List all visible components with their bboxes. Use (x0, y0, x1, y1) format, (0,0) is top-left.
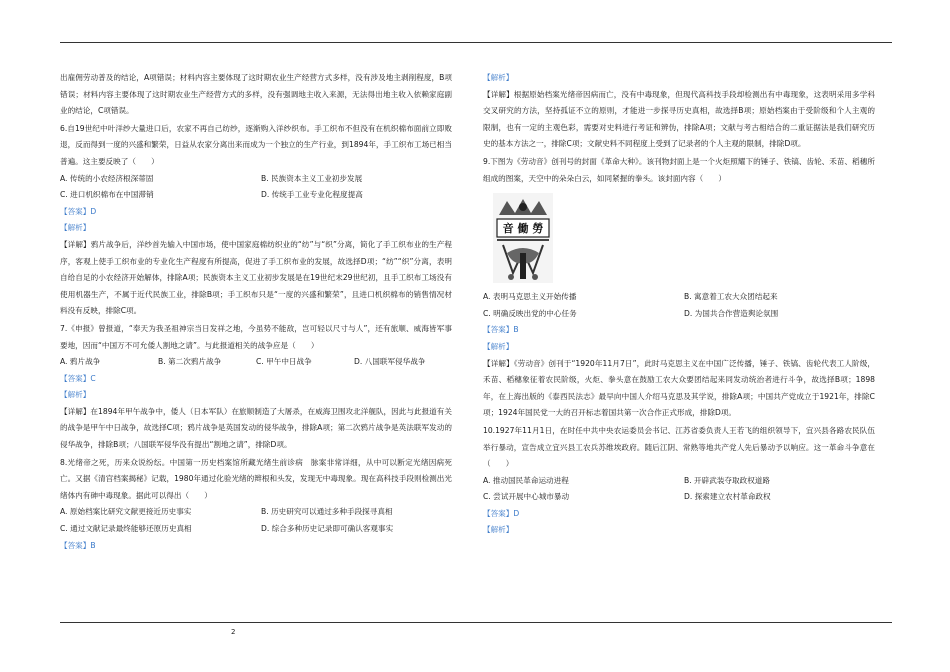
q6-option-a: A. 传统的小农经济根深蒂固 (60, 173, 154, 183)
header-rule (60, 42, 892, 43)
q9-options (483, 289, 875, 322)
q8-options (60, 504, 452, 537)
q9-option-b: B. 寓意着工农大众团结起来 (684, 292, 778, 302)
q9-answer: 【答案】B (483, 325, 519, 335)
q10-answer: 【答案】D (483, 508, 520, 518)
q6-analysis-heading: 【解析】 (60, 223, 91, 233)
q7-analysis-heading: 【解析】 (60, 390, 91, 400)
question-10: 10.1927年11月1日，在时任中共中央农运委员会书记、江苏省委负责人王若飞的组织领导下，宜兴县各路农民队伍举行暴动，宣告成立宜兴县工农兵苏维埃政府。随后江阴、常熟等地共产党人先后暴动予以响应。这一革命斗争意在（ ） (483, 425, 875, 469)
page-number: 2 (231, 628, 236, 636)
labor-voice-cover-image (493, 193, 553, 283)
q8-option-c: C. 通过文献记录最终能够还原历史真相 (60, 524, 192, 534)
q9-option-c: C. 明确反映出党的中心任务 (483, 308, 577, 318)
q8-answer: 【答案】B (60, 540, 96, 550)
question-7: 7.《申报》曾报道，“奉天为我圣祖神宗当日发祥之地，今虽势不能敌，岂可轻以尺寸与人”，还有旅顺、威海皆军事要地，因而“中国万不可允倭人割地之请”。与此报道相关的战争应是（ ） (60, 323, 452, 350)
q10-option-c: C. 尝试开展中心城市暴动 (483, 492, 570, 502)
q5-explanation-continued: 出雇佣劳动普及的结论，A项错误；材料内容主要体现了这时期农业生产经营方式多样，没有涉及地主剥削程度，B项错误；材料内容主要体现了这时期农业生产经营方式的多样，没有强调地主收入来源，无法得出地主收入依赖家庭副业的结论，C项错误。 (60, 73, 452, 116)
q8-analysis-heading: 【解析】 (483, 73, 514, 82)
q6-options (60, 171, 452, 204)
q7-option-d: D. 八国联军侵华战争 (354, 357, 426, 367)
q10-options (483, 473, 875, 506)
cover-illustration (493, 193, 553, 283)
right-column (483, 70, 875, 539)
q7-option-a: A. 鸦片战争 (60, 357, 101, 367)
q7-options (60, 354, 452, 371)
q10-option-b: B. 开辟武装夺取政权道路 (684, 475, 770, 485)
q8-option-b: B. 历史研究可以通过多种手段探寻真相 (261, 507, 393, 517)
q6-option-c: C. 进口机织棉布在中国滞销 (60, 190, 154, 200)
q8-option-a: A. 原始档案比研究文献更接近历史事实 (60, 507, 192, 517)
q8-detail: 【详解】根据原始档案光绪帝因病而亡，没有中毒现象，但现代高科技手段却检测出有中毒现象，这表明采用多学科交叉研究的方法，坚持孤证不立的原则，才能进一步探寻历史真相，故选择B项；原始档案由于受阶级和个人主观的限制，也有一定的主观色彩，需要对史料进行考证和辨伪，排除A项；文献与考古相结合的二重证据法是我们研究历史的基本方法之一，排除C项；文献史料不同程度上受到了记录者的个人主观的限制，排除D项。 (483, 89, 875, 149)
q10-analysis-heading: 【解析】 (483, 525, 514, 535)
q7-option-c: C. 甲午中日战争 (256, 357, 312, 367)
q8-option-d: D. 综合多种历史记录即可确认客观事实 (261, 524, 394, 534)
q9-detail: 【详解】《劳动音》创刊于“1920年11月7日”，此时马克思主义在中国广泛传播，锤子、铁镐、齿轮代表工人阶级，禾苗、稻穗象征着农民阶级，火炬、拳头意在鼓励工农大众要团结起来同发动统治者进行斗争，故选择B项；1898年，在上海出版的《泰西民法志》最早向中国人介绍马克思及其学说，排除A项；中国共产党成立于1921年，排除C项；1924年国民党一大的召开标志着国共第一次合作正式形成，排除D项。 (483, 358, 875, 418)
q10-option-a: A. 推动国民革命运动进程 (483, 475, 569, 485)
left-column (60, 70, 452, 554)
q7-option-b: B. 第二次鸦片战争 (158, 357, 222, 367)
footer-rule (60, 622, 892, 623)
q6-answer: 【答案】D (60, 206, 97, 216)
q9-option-d: D. 为国共合作营造舆论氛围 (684, 308, 779, 318)
question-9: 9.下图为《劳动音》创刊号的封面《革命大种》。该刊物封面上是一个火炬照耀下的锤子、铁镐、齿轮、禾苗、稻穗所组成的图案，天空中的朵朵白云，如同紧握的拳头。该封面内容（ ） (483, 156, 875, 183)
q6-option-b: B. 民族资本主义工业初步发展 (261, 173, 363, 183)
q6-option-d: D. 传统手工业专业化程度提高 (261, 190, 363, 200)
q10-option-d: D. 探索建立农村革命政权 (684, 492, 771, 502)
question-8: 8.光绪帝之死，历来众说纷纭。中国第一历史档案馆所藏光绪生前诊病 脉案非常详细，从中可以断定光绪因病死亡。又据《清宫档案揭秘》记载，1980年通过化验光绪的辫根和头发，发现无中毒现象。现在高科技手段则检测出光绪体内有砷中毒现象。据此可以得出（ ） (60, 457, 452, 500)
q6-detail: 【详解】鸦片战争后，洋纱首先输入中国市场，使中国家庭棉纺织业的“纺”与“织”分离，简化了手工织布业的生产程序，客观上使手工织布业的专业化生产程度有所提高，促进了手工织布业的发展，故选择D项；“纺”“织”分离，表明自给自足的小农经济开始解体，排除A项；民族资本主义工业初步发展是在19世纪末29世纪初，且手工织布工场没有使用机器生产，不属于近代民族工业，排除B项；手工织布只是“一度的兴盛和繁荣”，且进口机织棉布的销售情况材料没有反映，排除C项。 (60, 239, 452, 316)
q9-analysis-heading: 【解析】 (483, 341, 514, 351)
cover-title: 音 働 勞 (502, 222, 544, 236)
question-6: 6.自19世纪中叶洋纱大量进口后，农家不再自己纺纱，逐渐购入洋纱织布。手工织布不但没有在机织棉布面前立即败退，反而得到一度的兴盛和繁荣，日益从农家分离出来而成为一个独立的生产行业，到1894年，手工织布工场已相当普遍。这主要反映了（ ） (60, 123, 452, 166)
q7-detail: 【详解】在1894年甲午战争中，倭人（日本军队）在旅顺制造了大屠杀，在威海卫围攻北洋舰队，因此与此报道有关的战争是甲午中日战争，故选择C项；鸦片战争是英国发动的侵华战争，排除A项；第二次鸦片战争是英法联军发动的侵华战争，排除B项；八国联军侵华没有提出“割地之请”，排除D项。 (60, 406, 452, 450)
q7-answer: 【答案】C (60, 373, 96, 383)
q9-option-a: A. 表明马克思主义开始传播 (483, 292, 577, 302)
